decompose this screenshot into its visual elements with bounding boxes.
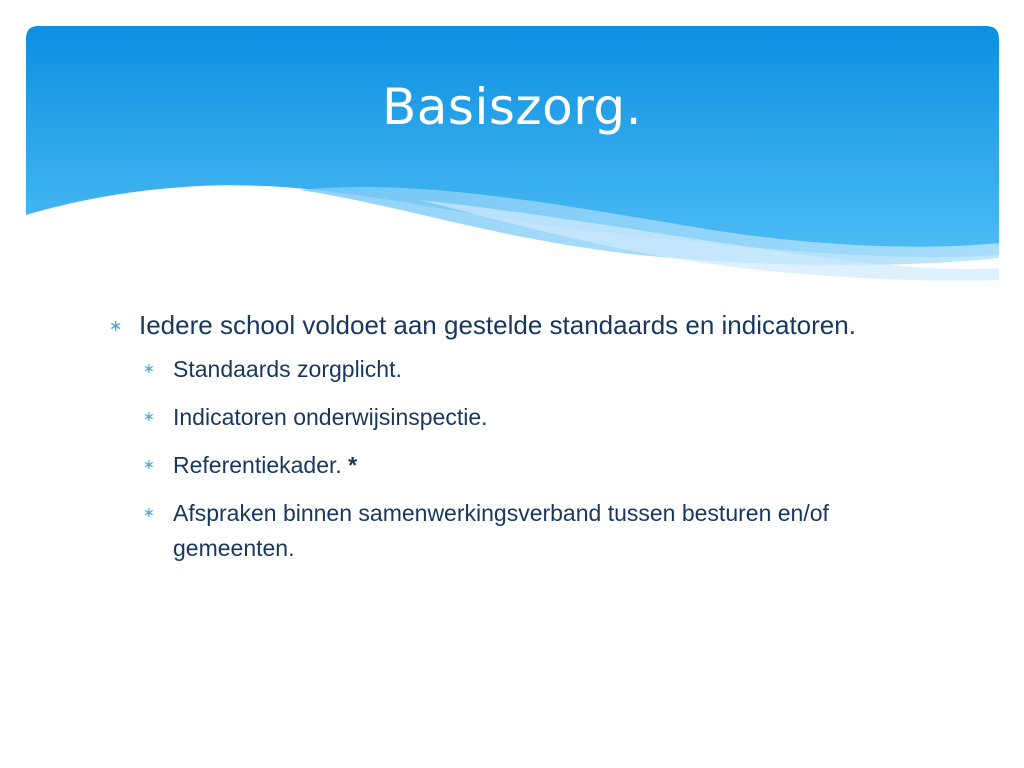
sub-list-item — [108, 400, 908, 435]
footnote-asterisk: * — [348, 452, 358, 478]
asterisk-bullet-icon: ∗ — [109, 316, 123, 335]
sub-list-item — [108, 448, 908, 483]
sub-list-item-text: Referentiekader. — [173, 452, 349, 478]
asterisk-bullet-icon: ∗ — [143, 409, 155, 425]
list-item — [108, 306, 908, 345]
sub-list-item-text: Indicatoren onderwijsinspectie. — [173, 404, 488, 430]
list-item-text: Iedere school voldoet aan gestelde standaards en indicatoren. — [139, 310, 856, 340]
header-wave-background — [0, 0, 1024, 300]
asterisk-bullet-icon: ∗ — [143, 505, 155, 521]
asterisk-bullet-icon: ∗ — [143, 361, 155, 377]
bullet-list — [108, 306, 908, 566]
sub-list-item — [108, 496, 908, 566]
asterisk-bullet-icon: ∗ — [143, 457, 155, 473]
sub-list-item-text: Standaards zorgplicht. — [173, 356, 402, 382]
slide-title: Basiszorg. — [381, 78, 643, 136]
sub-list-item-text: Afspraken binnen samenwerkingsverband tussen besturen en/of gemeenten. — [173, 500, 829, 561]
sub-list-item — [108, 352, 908, 387]
